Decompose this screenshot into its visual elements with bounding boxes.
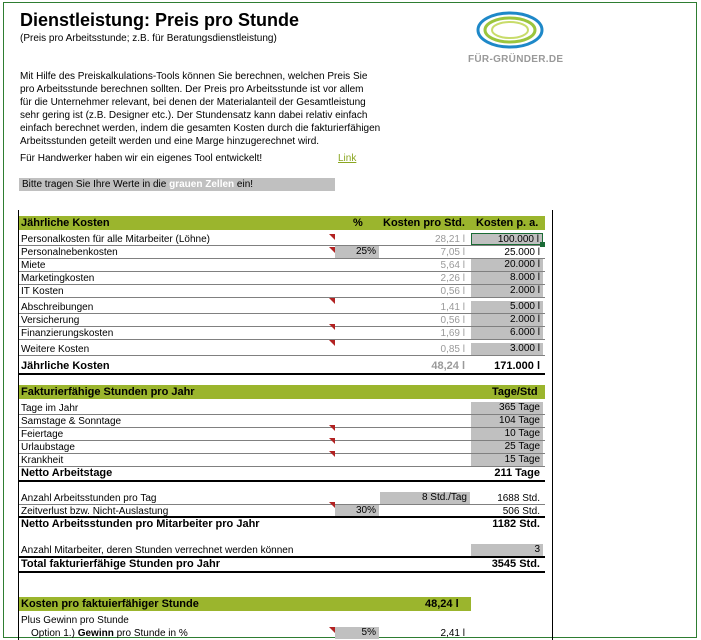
netto-days-row (19, 467, 545, 480)
hours-row (19, 402, 545, 415)
cost-label: Personalkosten für alle Mitarbeiter (Löhne) (21, 234, 210, 245)
cost-per-hour: 7,05 l (440, 247, 465, 258)
hours-value-input[interactable]: 15 Tage (471, 454, 543, 466)
comment-marker-icon (329, 234, 335, 240)
comment-marker-icon (329, 298, 335, 304)
hours-row (19, 441, 545, 454)
cost-per-hour: 2,26 l (440, 273, 465, 284)
cost-label: Personalnebenkosten (21, 247, 118, 258)
hours-value-input[interactable]: 104 Tage (471, 415, 543, 427)
profit-label: Plus Gewinn pro Stunde (21, 615, 129, 626)
comment-marker-icon (329, 438, 335, 444)
cost-label: Marketingkosten (21, 273, 95, 284)
profit-label-row (19, 614, 545, 627)
result-header-value: 48,24 l (425, 598, 459, 610)
cost-row (19, 343, 545, 356)
hours-label: Tage im Jahr (21, 403, 79, 414)
page-subtitle: (Preis pro Arbeitsstunde; z.B. für Beratungsdienstleistung) (20, 33, 277, 44)
cost-row (19, 259, 545, 272)
cost-per-year-input[interactable]: 100.000 l (471, 233, 543, 245)
cost-pct-input[interactable]: 25% (335, 246, 379, 258)
costs-header (19, 216, 545, 230)
costs-total-label: Jährliche Kosten (21, 360, 110, 372)
cost-row (19, 246, 545, 259)
intro-line-6: Arbeitsstunden geteilt werden und eine Marge hinzugerechnet wird. (20, 136, 320, 147)
hours-per-day-row (19, 492, 545, 505)
cost-label: Finanzierungskosten (21, 328, 114, 339)
cost-per-year-input[interactable]: 2.000 l (471, 285, 543, 297)
cost-per-year-input[interactable]: 8.000 l (471, 272, 543, 284)
cost-per-hour: 5,64 l (440, 260, 465, 271)
hours-per-day-input[interactable]: 8 Std./Tag (380, 492, 470, 504)
cost-label: Versicherung (21, 315, 80, 326)
profit-pct-input[interactable]: 5% (335, 627, 379, 639)
hint-suffix: ein! (236, 179, 254, 190)
netto-hours-label: Netto Arbeitsstunden pro Mitarbeiter pro Jahr (21, 518, 260, 530)
cost-row (19, 314, 545, 327)
costs-col-pa: Kosten p. a. (476, 217, 539, 229)
netto-hours-row (19, 518, 545, 531)
cell-selection-handle[interactable] (540, 242, 545, 247)
cost-label: Weitere Kosten (21, 344, 90, 355)
calculation-table (18, 210, 553, 640)
comment-marker-icon (329, 324, 335, 330)
costs-col-std: Kosten pro Std. (383, 217, 465, 229)
cost-row (19, 327, 545, 340)
cost-label: Miete (21, 260, 46, 271)
result-header (19, 597, 471, 611)
cost-per-hour: 0,56 l (440, 315, 465, 326)
hours-label: Urlaubstage (21, 442, 75, 453)
time-loss-pct-input[interactable]: 30% (335, 505, 379, 517)
total-hours-row (19, 558, 545, 571)
cost-per-year-input[interactable]: 3.000 l (471, 343, 543, 355)
cost-label: IT Kosten (21, 286, 64, 297)
hours-label: Samstage & Sonntage (21, 416, 122, 427)
hours-value-input[interactable]: 365 Tage (471, 402, 543, 414)
logo-text: FÜR-GRÜNDER.DE (468, 54, 564, 65)
costs-total-row (19, 360, 545, 373)
netto-days-label: Netto Arbeitstage (21, 467, 113, 479)
hours-row (19, 415, 545, 428)
intro-line-2: pro Arbeitsstunde berechnen sollten. Der Preis pro Arbeitsstunde ist vor allem (20, 84, 364, 95)
cost-per-hour: 0,56 l (440, 286, 465, 297)
hours-per-day-label: Anzahl Arbeitsstunden pro Tag (21, 493, 157, 504)
input-hint-bar (19, 178, 335, 191)
hint-prefix: Bitte tragen Sie Ihre Werte in die (22, 179, 167, 190)
intro-line-3: für die Unternehmer relevant, bei denen der Materialanteil der Gesamtleistung (20, 97, 366, 108)
handwerker-text: Für Handwerker haben wir ein eigenes Tool entwickelt! (20, 153, 263, 164)
hours-header (19, 385, 545, 399)
time-loss-value: 506 Std. (502, 506, 540, 517)
cost-per-year-input[interactable]: 6.000 l (471, 327, 543, 339)
hint-grey-cells: grauen Zellen (169, 179, 235, 190)
profit-option1-row (19, 627, 545, 640)
cost-per-year-input[interactable]: 5.000 l (471, 301, 543, 313)
cost-per-year-input[interactable]: 20.000 l (471, 259, 543, 271)
handwerker-link[interactable]: Link (338, 153, 357, 164)
cost-row (19, 285, 545, 298)
cost-row (19, 272, 545, 285)
hours-row (19, 454, 545, 467)
cost-per-hour: 1,69 l (440, 328, 465, 339)
hours-value-input[interactable]: 25 Tage (471, 441, 543, 453)
cost-row (19, 301, 545, 314)
intro-line-4: sehr gering ist (z.B. Designer etc.). Der Stundensatz kann dabei relativ einfach (20, 110, 368, 121)
intro-line-1: Mit Hilfe des Preiskalkulations-Tools können Sie berechnen, welchen Preis Sie (20, 71, 368, 82)
hours-row (19, 428, 545, 441)
hours-label: Krankheit (21, 455, 64, 466)
comment-marker-icon (329, 340, 335, 346)
hours-label: Feiertage (21, 429, 64, 440)
result-header-label: Kosten pro faktuierfähiger Stunde (21, 598, 199, 610)
hours-per-day-total: 1688 Std. (497, 493, 540, 504)
logo-rings-icon (472, 8, 548, 56)
time-loss-label: Zeitverlust bzw. Nicht-Auslastung (21, 506, 169, 517)
profit-option1-label: Option 1.) Gewinn pro Stunde in % (31, 628, 188, 639)
employees-label: Anzahl Mitarbeiter, deren Stunden verrechnet werden können (21, 545, 294, 556)
page-title: Dienstleistung: Preis pro Stunde (20, 10, 300, 30)
cost-per-year: 25.000 l (504, 247, 540, 258)
comment-marker-icon (329, 425, 335, 431)
netto-days-value: 211 Tage (494, 467, 540, 479)
costs-col-pct: % (353, 217, 363, 229)
cost-per-year-input[interactable]: 2.000 l (471, 314, 543, 326)
cost-row (19, 233, 545, 246)
comment-marker-icon (329, 451, 335, 457)
total-hours-value: 3545 Std. (491, 558, 540, 570)
employees-input[interactable]: 3 (471, 544, 543, 556)
hours-col-label: Tage/Std (492, 386, 538, 398)
costs-total-per-year: 171.000 l (494, 360, 540, 372)
netto-hours-value: 1182 Std. (492, 518, 540, 530)
cost-label: Abschreibungen (21, 302, 94, 313)
costs-header-label: Jährliche Kosten (21, 217, 110, 229)
intro-line-5: einfach berechnet werden, indem die gesamten Kosten durch die fakturierfähigen (20, 123, 381, 134)
cost-per-hour: 28,21 l (434, 234, 465, 245)
cost-per-hour: 0,85 l (440, 344, 465, 355)
brand-logo (468, 8, 564, 68)
hours-header-label: Fakturierfähige Stunden pro Jahr (21, 386, 195, 398)
costs-total-per-hour: 48,24 l (431, 360, 465, 372)
profit-per-hour: 2,41 l (440, 628, 465, 639)
total-hours-label: Total fakturierfähige Stunden pro Jahr (21, 558, 221, 570)
hours-value-input[interactable]: 10 Tage (471, 428, 543, 440)
cost-per-hour: 1,41 l (440, 302, 465, 313)
